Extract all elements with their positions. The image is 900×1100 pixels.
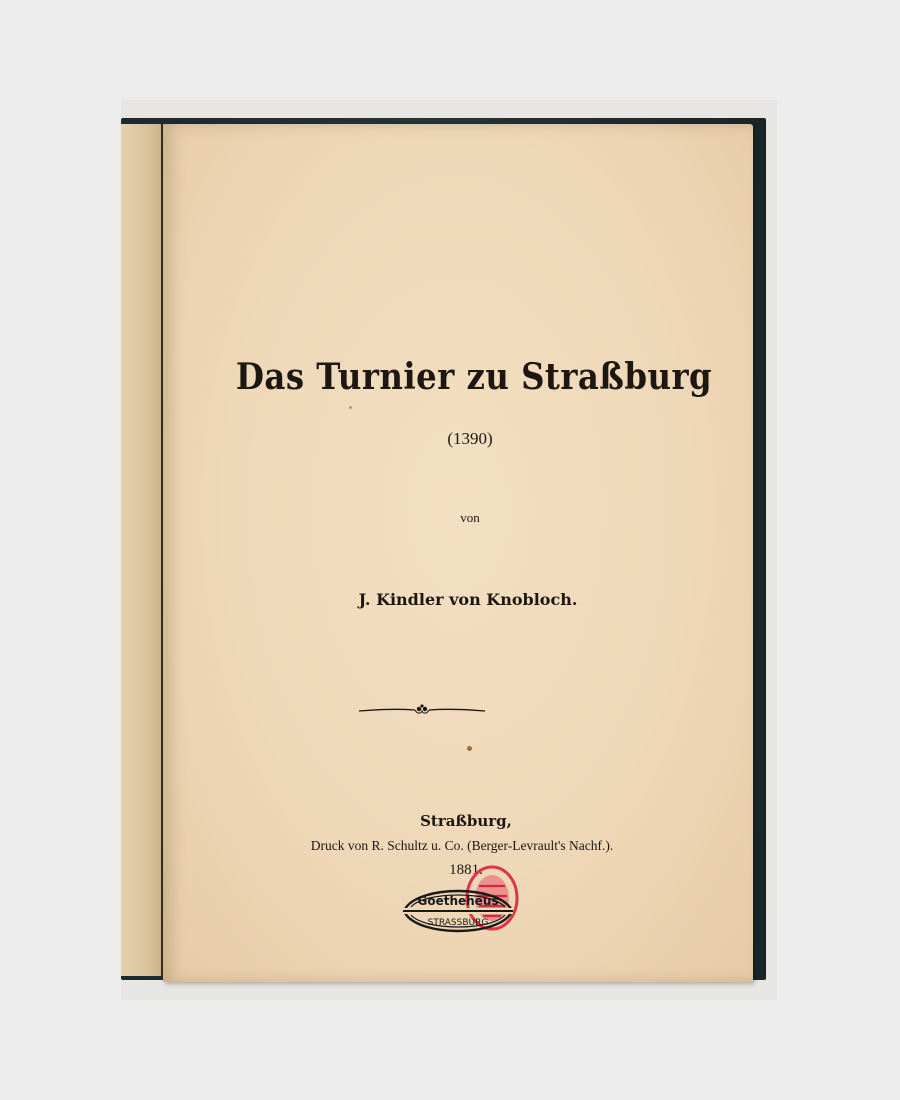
printer-line: Druck von R. Schultz u. Co. (Berger-Levrault's Nachf.). bbox=[310, 838, 614, 853]
author-name: J. Kindler von Knobloch. bbox=[358, 590, 578, 609]
by-word: von bbox=[460, 510, 480, 525]
goethehaus-stamp-icon bbox=[399, 881, 517, 941]
book-title: Das Turnier zu Straßburg bbox=[235, 356, 713, 398]
paper-speck bbox=[467, 746, 472, 751]
left-page-edge bbox=[121, 124, 163, 976]
stamp-top-text: Goetheheus bbox=[417, 894, 499, 908]
title-page bbox=[163, 124, 753, 982]
ornament-divider-icon bbox=[357, 700, 487, 720]
stamp-bottom-text: STRASSBURG bbox=[427, 918, 489, 928]
publication-city: Straßburg, bbox=[420, 812, 512, 830]
book-photo bbox=[121, 100, 777, 1000]
tournament-year: (1390) bbox=[447, 429, 493, 448]
publication-year: 1881. bbox=[449, 862, 483, 878]
paper-speck bbox=[349, 406, 352, 409]
